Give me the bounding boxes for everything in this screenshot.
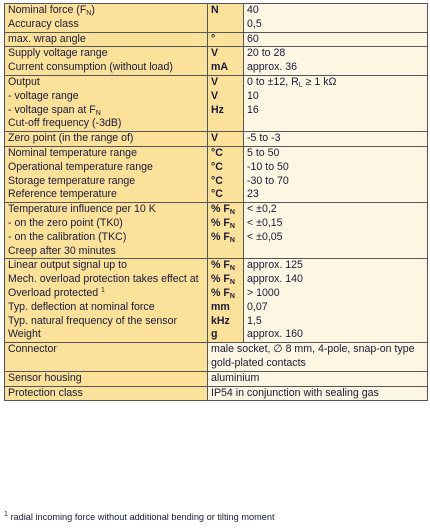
parameter-label: Sensor housing [8,371,82,384]
value-label [247,33,424,47]
unit-label-text: g [211,328,218,341]
unit-cell [208,4,244,33]
unit-label-text: mm [211,300,230,313]
parameter-label [8,315,204,329]
value-label-suffix: ≥ 1 kΩ [302,75,337,88]
unit-label-text: N [211,4,219,16]
value-label-text: -30 to 70 [247,174,289,187]
parameter-label-text: Temperature influence per 10 K [8,203,156,216]
parameter-label [8,117,204,131]
spec-table [4,3,428,401]
parameter-label-text: Linear output signal up to [8,259,127,272]
unit-label [211,33,240,47]
unit-label-subscript: N [229,209,235,217]
spec-group [5,47,428,76]
value-label-text: 10 [247,89,259,102]
value-label-text: < ±0,15 [247,216,283,229]
value-cell [244,146,428,202]
value-label [247,188,424,202]
value-label-text: 16 [247,103,259,116]
parameter-label-text: - voltage range [8,89,79,102]
value-cell [244,75,428,131]
spec-group-wide [5,343,428,372]
unit-cell [208,132,244,147]
spec-group [5,203,428,259]
unit-label-text: °C [211,160,223,173]
value-label-text: < ±0,2 [247,203,277,216]
value-label [247,47,424,61]
value-label: aluminium [211,371,260,384]
value-label [247,104,424,118]
value-label-text: > 1000 [247,286,280,299]
value-label-text: 0,5 [247,17,262,30]
parameter-cell [5,343,208,372]
parameter-label [8,245,204,259]
unit-label-text: °C [211,146,223,159]
spec-group [5,32,428,47]
unit-label-subscript: N [229,236,235,244]
unit-label [211,132,240,146]
unit-label-subscript: N [229,265,235,273]
parameter-label [8,301,204,315]
parameter-label-suffix: ) [91,4,95,16]
value-label-text: approx. 125 [247,259,303,272]
parameter-label-subscript: N [86,10,92,17]
unit-label [211,175,240,189]
spec-group [5,4,428,33]
unit-label-text: V [211,47,219,60]
unit-label-text: ° [211,32,216,45]
value-label-text: 0,07 [247,300,268,313]
unit-label-text: V [211,89,219,102]
value-label-text: 1,5 [247,314,262,327]
parameter-label [8,203,204,217]
parameter-cell [5,203,208,259]
parameter-label-text: Creep after 30 minutes [8,244,116,257]
parameter-label [8,18,204,32]
footnote [4,512,275,522]
value-label [247,18,424,32]
unit-label-text: V [211,132,219,145]
value-label-text: approx. 36 [247,61,298,74]
parameter-cell [5,32,208,47]
value-cell [208,343,428,372]
parameter-label [8,147,204,161]
parameter-label-text: Typ. natural frequency of the sensor [8,314,178,327]
parameter-label-text: Typ. deflection at nominal force [8,300,155,313]
value-label [247,161,424,175]
parameter-label-text: Weight [8,328,41,341]
unit-cell [208,75,244,131]
value-cell [208,386,428,401]
unit-label [211,301,240,315]
parameter-label-text: Reference temperature [8,188,117,201]
unit-label [211,188,240,202]
value-label [247,287,424,301]
parameter-label [8,217,204,231]
unit-label [211,259,240,273]
value-label [247,147,424,161]
parameter-label [8,273,204,287]
unit-label [211,287,240,301]
spec-group [5,146,428,202]
value-label-text: < ±0,05 [247,230,283,243]
value-label-text: approx. 160 [247,328,303,341]
value-label [247,259,424,273]
value-label: male socket, ∅ 8 mm, 4-pole, snap-on type [211,343,415,356]
parameter-cell [5,4,208,33]
unit-label-text: % F [211,286,230,299]
parameter-label-text: Storage temperature range [8,174,136,187]
parameter-label [8,259,204,273]
unit-label-text: % F [211,273,230,286]
parameter-label [8,161,204,175]
value-label-text: approx. 140 [247,273,303,286]
spec-group [5,259,428,343]
spec-group-wide [5,386,428,401]
value-label-text: -10 to 50 [247,160,289,173]
value-label: gold-plated contacts [211,356,306,369]
parameter-cell [5,146,208,202]
unit-label-text: V [211,75,219,88]
parameter-label-footnote-ref: 1 [101,286,105,294]
unit-label-subscript: N [229,279,235,287]
parameter-label: Connector [8,343,57,356]
parameter-label [8,287,204,301]
parameter-cell [5,371,208,386]
footnote-text: radial incoming force without additional bending or tilting moment [10,512,275,522]
value-label [247,203,424,217]
spec-group [5,132,428,147]
spec-group [5,75,428,131]
spec-table-container [4,3,428,401]
parameter-label [8,231,204,245]
value-label [247,231,424,245]
parameter-label-text: Overload protected [8,286,102,299]
value-label [247,217,424,231]
value-cell [244,203,428,259]
parameter-label [8,61,204,75]
parameter-label [8,47,204,61]
parameter-label-text: Output [8,75,40,88]
parameter-label-text: Nominal temperature range [8,146,137,159]
parameter-cell [5,259,208,343]
parameter-label: Protection class [8,386,83,399]
value-label-text: 20 to 28 [247,47,286,60]
unit-label [211,90,240,104]
parameter-cell [5,132,208,147]
unit-label [211,315,240,329]
unit-label-text: % F [211,203,230,216]
unit-label [211,4,240,18]
parameter-label [8,175,204,189]
unit-label [211,47,240,61]
unit-cell [208,203,244,259]
value-cell [244,259,428,343]
unit-cell [208,146,244,202]
unit-label-text: °C [211,174,223,187]
value-label [247,301,424,315]
value-label [247,315,424,329]
value-label-text: -5 to -3 [247,132,281,145]
value-label [247,61,424,75]
parameter-label [8,188,204,202]
parameter-label [8,76,204,90]
spec-group-wide [5,371,428,386]
unit-label [211,104,240,118]
parameter-label-text: max. wrap angle [8,32,86,45]
value-label [247,175,424,189]
parameter-label [8,90,204,104]
unit-label-text: kHz [211,314,230,327]
parameter-label [8,104,204,118]
parameter-label-text: - on the calibration (TKC) [8,230,127,243]
unit-label [211,203,240,217]
parameter-label-text: Zero point (in the range of) [8,132,134,145]
value-label-text: 60 [247,32,259,45]
value-cell [244,32,428,47]
parameter-label-text: Supply voltage range [8,47,108,60]
parameter-label [8,33,204,47]
value-label [247,328,424,342]
parameter-cell [5,75,208,131]
unit-label [211,161,240,175]
value-label-text: 0 to ±12, R [247,75,299,88]
value-label [247,132,424,146]
unit-label-subscript: N [229,222,235,230]
parameter-cell [5,47,208,76]
value-cell [244,47,428,76]
value-label [247,4,424,18]
parameter-label-text: Mech. overload protection takes effect at [8,273,199,286]
parameter-label-text: Cut-off frequency (-3dB) [8,117,122,130]
unit-label [211,217,240,231]
parameter-label-text: Operational temperature range [8,160,153,173]
footnote-marker: 1 [4,511,8,518]
value-label: IP54 in conjunction with sealing gas [211,386,379,399]
parameter-label-text: - voltage span at F [8,103,96,116]
value-cell [244,4,428,33]
value-label [247,273,424,287]
value-cell [208,371,428,386]
unit-label-text: % F [211,259,230,272]
parameter-label-text: Current consumption (without load) [8,61,173,74]
value-label-subscript: L [298,81,303,89]
unit-label [211,76,240,90]
parameter-label-text: - on the zero point (TK0) [8,216,123,229]
parameter-label-text: Accuracy class [8,17,79,30]
unit-label [211,273,240,287]
unit-cell [208,259,244,343]
value-label-text: 40 [247,4,259,16]
unit-label-text: mA [211,61,229,74]
parameter-label [8,4,204,18]
value-label [247,76,424,90]
unit-label [211,231,240,245]
value-label [247,90,424,104]
unit-label-subscript: N [229,292,235,300]
value-label-text: 23 [247,188,259,201]
parameter-label-text: Nominal force (F [8,4,87,16]
unit-label-text: % F [211,230,230,243]
parameter-label [8,132,204,146]
parameter-label [8,328,204,342]
unit-cell [208,32,244,47]
unit-label [211,147,240,161]
parameter-label-subscript: N [95,109,101,117]
parameter-cell [5,386,208,401]
value-cell [244,132,428,147]
unit-label [211,328,240,342]
unit-cell [208,47,244,76]
value-label-text: 5 to 50 [247,146,280,159]
unit-label-text: % F [211,216,230,229]
unit-label-text: °C [211,188,223,201]
unit-label-text: Hz [211,103,224,116]
unit-label [211,61,240,75]
